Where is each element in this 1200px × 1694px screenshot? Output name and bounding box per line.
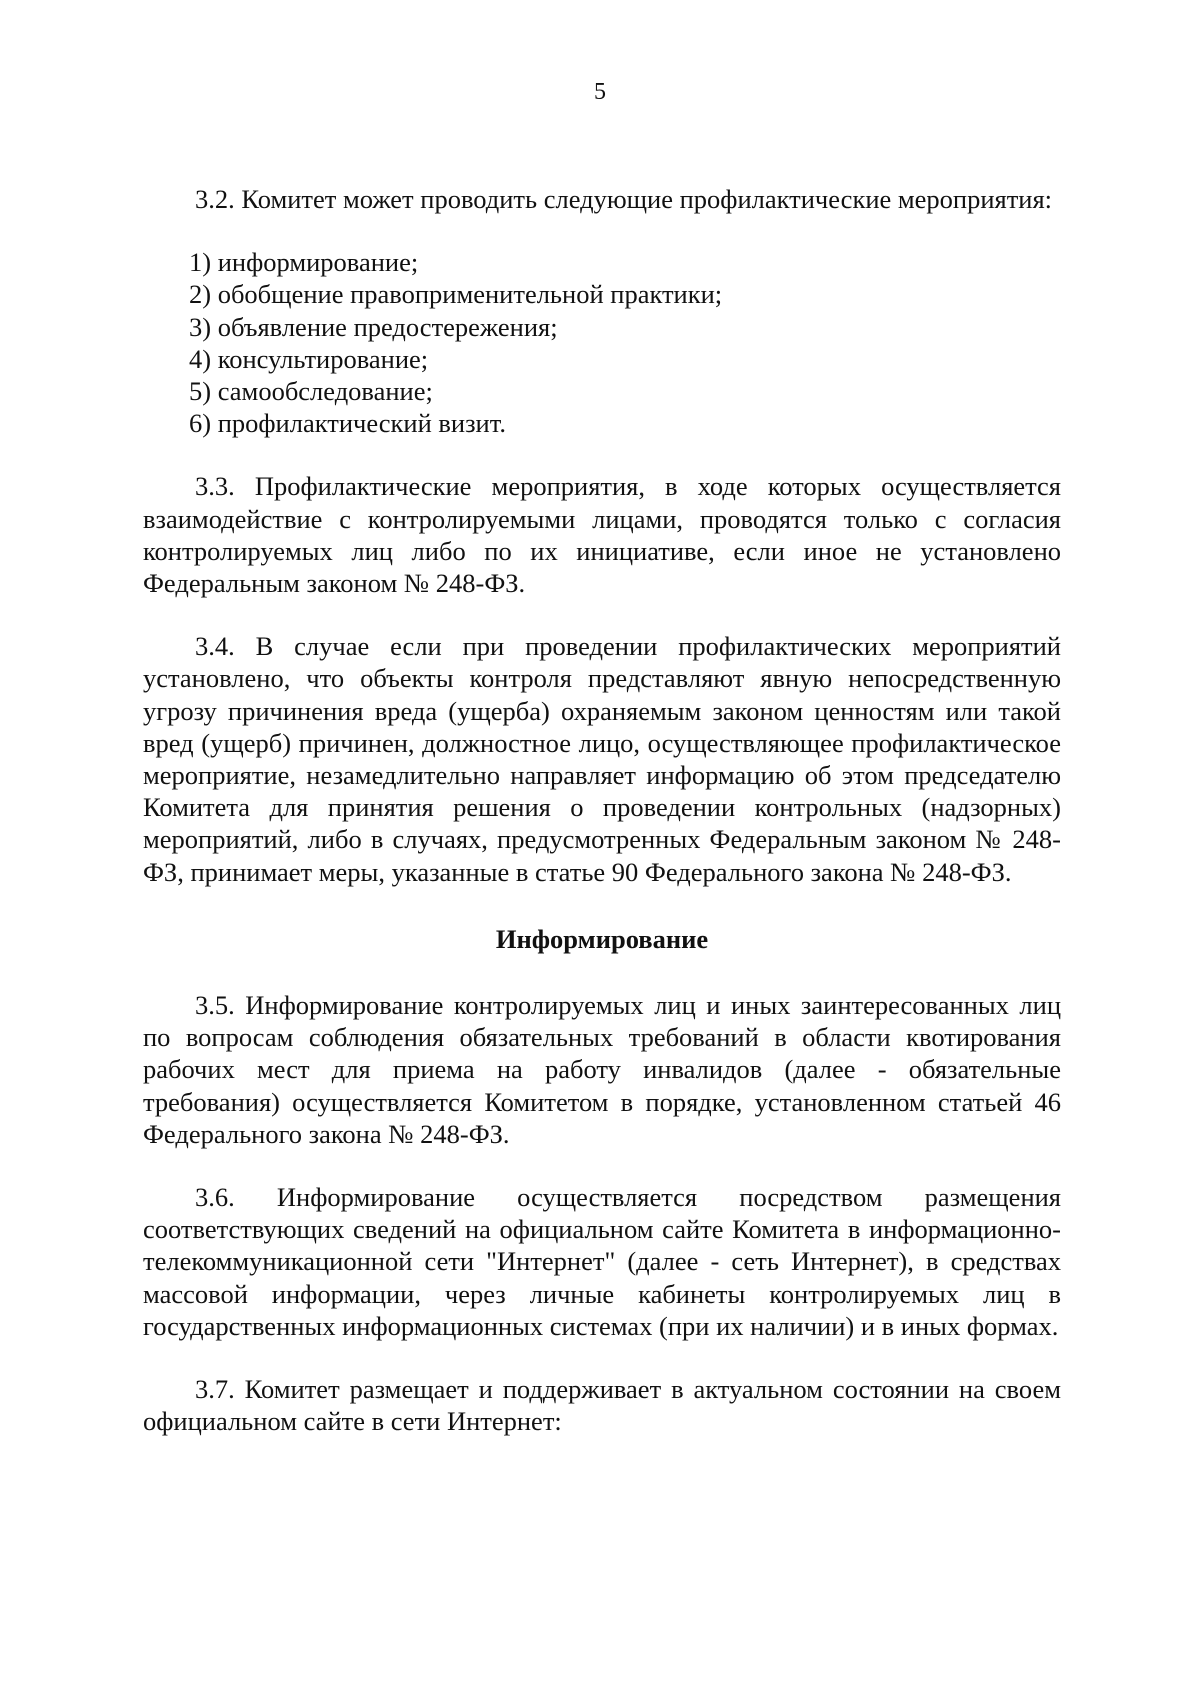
paragraph-3-4: 3.4. В случае если при проведении профилактических мероприятий установлено, что объекты контроля представляют явную непосредственную угрозу причинения вреда (ущерба) охраняемым законом ценностям или такой вред (ущерб) причинен, должностное лицо, осуществляющее профилактическое мероприятие, незамедлительно направляет информацию об этом председателю Комитета для принятия решения о проведении контрольных (надзорных) мероприятий, либо в случаях, предусмотренных Федеральным законом № 248-ФЗ, принимает меры, указанные в статье 90 Федерального закона № 248-ФЗ. [143, 631, 1061, 887]
paragraph-3-3: 3.3. Профилактические мероприятия, в ходе которых осуществляется взаимодействие с контролируемыми лицами, проводятся только с согласия контролируемых лиц либо по их инициативе, если иное не установлено Федеральным законом № 248-ФЗ. [143, 471, 1061, 599]
paragraph-3-7: 3.7. Комитет размещает и поддерживает в актуальном состоянии на своем официальном сайте в сети Интернет: [143, 1374, 1061, 1437]
paragraph-3-6: 3.6. Информирование осуществляется посредством размещения соответствующих сведений на официальном сайте Комитета в информационно-телекоммуникационной сети "Интернет" (далее - сеть Интернет), в средствах массовой информации, через личные кабинеты контролируемых лиц в государственных информационных системах (при их наличии) и в иных формах. [143, 1182, 1061, 1341]
page-number: 5 [594, 79, 606, 105]
document-body [143, 183, 1061, 1469]
paragraph-3-5: 3.5. Информирование контролируемых лиц и иных заинтересованных лиц по вопросам соблюдения обязательных требований в области квотирования рабочих мест для приема на работу инвалидов (далее - обязательные требования) осуществляется Комитетом в порядке, установленном статьей 46 Федерального закона № 248-ФЗ. [143, 990, 1061, 1149]
section-heading: Информирование [495, 923, 709, 954]
list-item: 1) информирование; [189, 247, 419, 278]
list-item: 4) консультирование; [189, 343, 429, 374]
list-item: 6) профилактический визит. [189, 408, 506, 439]
paragraph-3-2: 3.2. Комитет может проводить следующие профилактические мероприятия: [195, 184, 1053, 214]
list-item: 2) обобщение правоприменительной практики; [189, 279, 723, 310]
list-item: 3) объявление предостережения; [189, 311, 558, 342]
preventive-measures-list [143, 246, 1061, 439]
list-item: 5) самообследование; [189, 376, 433, 407]
